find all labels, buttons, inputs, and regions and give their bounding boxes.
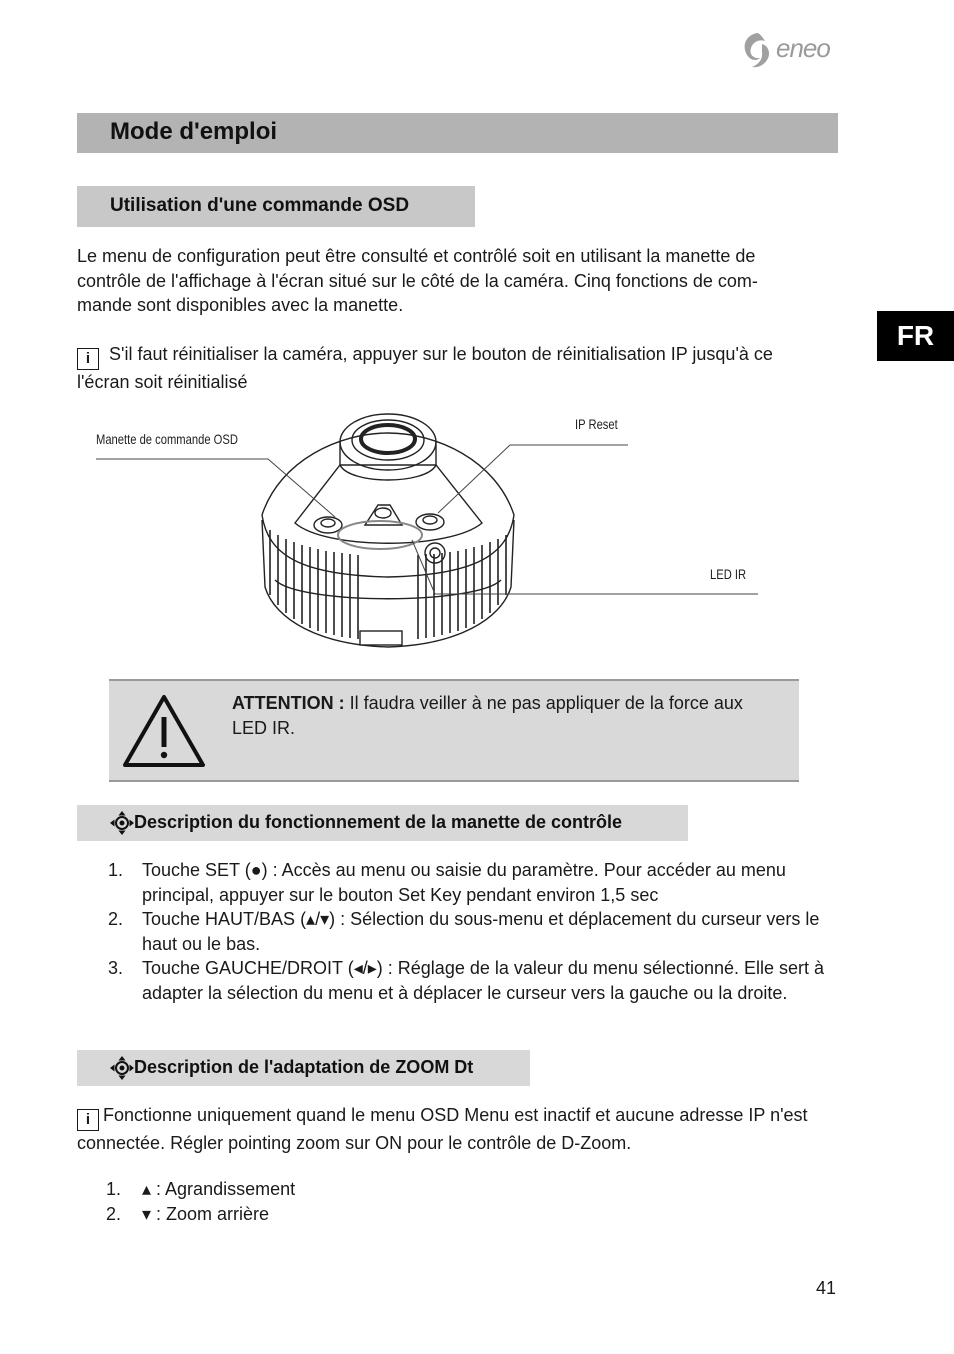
list-number: 2. (106, 1204, 122, 1224)
label-joystick: Manette de commande OSD (96, 431, 238, 447)
list-text: Touche GAUCHE/DROIT (◂/▸) : Réglage de la valeur du menu sélectionné. Elle sert à adapter la sélection du menu et à déplacer le curseur vers la gauche ou la droite. (142, 958, 825, 1003)
brand-name: eneo (776, 33, 830, 63)
eneo-logo-icon (740, 30, 774, 70)
joystick-icon (110, 1055, 134, 1081)
zoom-list (106, 1177, 506, 1227)
section-header (77, 113, 838, 153)
osd-info-note (77, 342, 827, 395)
language-tab: FR (877, 311, 954, 361)
warning-label: ATTENTION : (232, 693, 345, 713)
list-number: 2. (108, 909, 124, 929)
list-number: 1. (108, 860, 124, 880)
list-text: Touche SET (●) : Accès au menu ou saisie du paramètre. Pour accéder au menu principal, appuyer sur le bouton Set Key pendant environ 1,5 sec (142, 860, 786, 905)
section-title: Mode d'emploi (110, 118, 278, 145)
list-text: ▴ : Agrandissement (142, 1179, 296, 1199)
zoom-info-note (77, 1103, 827, 1156)
zoom-desc-title: Description de l'adaptation de ZOOM Dt (134, 1057, 474, 1077)
list-number: 3. (108, 958, 124, 978)
list-text: Touche HAUT/BAS (▴/▾) : Sélection du sous-menu et déplacement du curseur vers le haut ou le bas. (142, 909, 820, 954)
joystick-desc-title: Description du fonctionnement de la manette de contrôle (134, 812, 623, 832)
warning-body: Il faudra veiller à ne pas appliquer de la force aux LED IR. (232, 693, 743, 738)
joystick-desc-header (77, 805, 688, 841)
warning-text (232, 691, 782, 740)
zoom-info-text: Fonctionne uniquement quand le menu OSD Menu est inactif et aucune adresse IP n'est connectée. Régler pointing zoom sur ON pour le contrôle de D-Zoom. (77, 1105, 808, 1153)
osd-info-text: S'il faut réinitialiser la caméra, appuyer sur le bouton de réinitialisation IP jusqu'à ce l'écran soit réinitialisé (77, 344, 773, 392)
label-led-ir: LED IR (710, 566, 747, 582)
label-ip-reset: IP Reset (575, 416, 618, 432)
osd-title: Utilisation d'une commande OSD (110, 195, 410, 216)
eneo-logo (740, 30, 840, 70)
warning-triangle-icon (121, 693, 207, 769)
camera-diagram (90, 405, 770, 655)
zoom-desc-header (77, 1050, 530, 1086)
page-number: 41 (816, 1278, 837, 1298)
osd-intro: Le menu de configuration peut être consulté et contrôlé soit en utilisant la manette de contrôle de l'affichage à l'écran situé sur le côté de la caméra. Cinq fonctions de com- mande sont disponibles avec la manette. (77, 246, 758, 315)
list-text: ▾ : Zoom arrière (142, 1204, 270, 1224)
info-icon: i (77, 348, 99, 370)
joystick-icon (110, 810, 134, 836)
warning-box (109, 679, 799, 782)
osd-header (77, 186, 475, 227)
info-icon: i (77, 1109, 99, 1131)
joystick-list (108, 858, 848, 1008)
list-number: 1. (106, 1179, 122, 1199)
